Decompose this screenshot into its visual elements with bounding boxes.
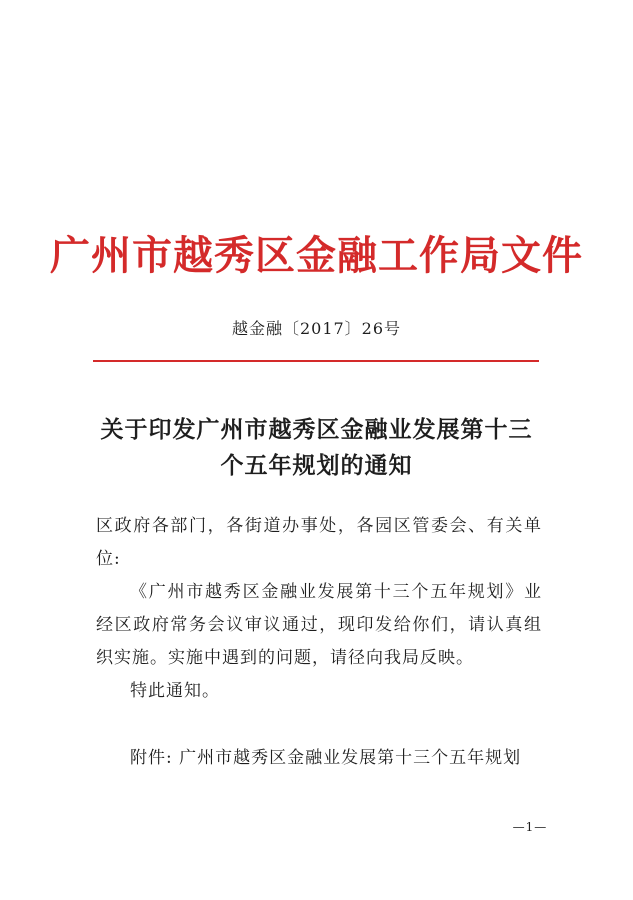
notice-title (0, 412, 633, 484)
red-divider-line (93, 360, 539, 362)
closing-line: 特此通知。 (130, 681, 220, 701)
attachment-line: 附件: 广州市越秀区金融业发展第十三个五年规划 (130, 748, 522, 768)
issuer-title: 广州市越秀区金融工作局文件 (50, 232, 583, 279)
document-number: 越金融〔2017〕26号 (231, 319, 402, 338)
notice-title-line-1: 关于印发广州市越秀区金融业发展第十三 (100, 416, 533, 443)
notice-body (96, 510, 542, 708)
notice-title-line-2: 个五年规划的通知 (220, 452, 413, 479)
body-paragraph: 《广州市越秀区金融业发展第十三个五年规划》业经区政府常务会议审议通过，现印发给你们，请认真组织实施。实施中遇到的问题，请径向我局反映。 (96, 582, 542, 668)
recipients: 区政府各部门，各街道办事处，各园区管委会、有关单位: (96, 516, 542, 569)
page-number: —1— (512, 820, 548, 834)
